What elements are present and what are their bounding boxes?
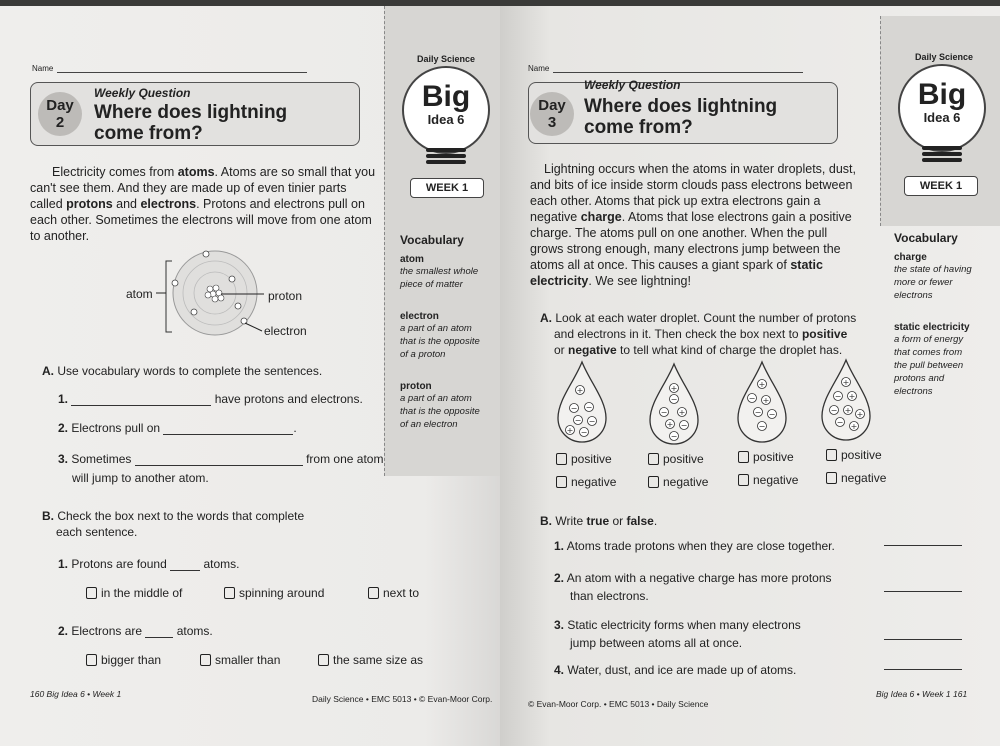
proton-label: proton xyxy=(268,289,303,303)
b2-option[interactable]: bigger than xyxy=(86,653,161,667)
daily-science-label: Daily Science xyxy=(416,54,476,64)
vocab-word: electron xyxy=(400,311,439,322)
checkbox[interactable] xyxy=(826,472,837,484)
vocab-entry: atom the smallest whole piece of matter xyxy=(400,254,490,291)
section-a-instructions: A. Use vocabulary words to complete the sentences. xyxy=(42,364,323,378)
intro-paragraph: Electricity comes from atoms. Atoms are so small that you can't see them. And they are made up of even tinier parts called protons and electrons. Protons and electrons pull on each other. Sometimes the electrons will move from one atom to another. xyxy=(30,165,376,243)
electron-label: electron xyxy=(264,324,307,338)
b2-option[interactable]: the same size as xyxy=(318,653,423,667)
svg-text:−: − xyxy=(588,417,596,426)
water-droplet-2 xyxy=(648,362,700,446)
title-line: Where does lightning xyxy=(94,102,288,123)
footer-left: © Evan-Moor Corp. • EMC 5013 • Daily Science xyxy=(528,699,709,709)
day-number: 2 xyxy=(55,114,65,131)
water-droplet-3 xyxy=(736,360,788,444)
svg-text:+: + xyxy=(844,406,852,415)
big-idea-bulb xyxy=(898,64,986,152)
page-title xyxy=(94,102,287,144)
section-b-instructions: B. Check the box next to the words that complete xyxy=(42,509,305,523)
svg-text:−: − xyxy=(754,408,762,417)
checkbox[interactable] xyxy=(556,453,567,465)
svg-text:+: + xyxy=(576,386,584,395)
left-page xyxy=(0,6,500,746)
vocabulary-title: Vocabulary xyxy=(894,231,958,245)
footer-right: Big Idea 6 • Week 1 161 xyxy=(876,689,968,699)
svg-text:−: − xyxy=(670,432,678,441)
right-page xyxy=(500,6,1000,746)
checkbox[interactable] xyxy=(648,476,659,488)
big-label: Big xyxy=(421,80,471,113)
atom-label: atom xyxy=(126,287,153,301)
answer-blank[interactable] xyxy=(71,405,211,406)
svg-text:−: − xyxy=(834,392,842,401)
vocab-entry: proton a part of an atom that is the opposite of an electron xyxy=(400,381,490,431)
title-line: come from? xyxy=(584,117,693,138)
vocab-entry: electron a part of an atom that is the opposite of a proton xyxy=(400,311,490,361)
checkbox[interactable] xyxy=(86,654,97,666)
idea-label: Idea 6 xyxy=(427,112,465,127)
title-line: Where does lightning xyxy=(584,96,778,117)
svg-text:+: + xyxy=(762,396,770,405)
name-label: Name xyxy=(32,64,54,73)
intro-paragraph: Lightning occurs when the atoms in water droplets, dust, and bits of ice inside storm clouds pass electrons between each other. Atoms that pick up extra electrons gain a negative charge. Atoms that lose electrons gain a positive charge. The atoms pull on one another. When the pull grows strong enough, many electrons jump between the atoms all at once. This causes a giant spark of static electricity. We see lightning! xyxy=(530,162,856,288)
svg-text:−: − xyxy=(758,422,766,431)
name-line xyxy=(32,64,307,73)
name-line xyxy=(528,64,803,73)
checkbox[interactable] xyxy=(556,476,567,488)
svg-text:+: + xyxy=(850,422,858,431)
section-b-instructions-cont: each sentence. xyxy=(56,525,138,539)
week-badge: WEEK 1 xyxy=(410,178,484,198)
question-b2: 2. Electrons are atoms. xyxy=(58,624,213,638)
checkbox[interactable] xyxy=(738,451,749,463)
tf-question-4: 4. Water, dust, and ice are made up of atoms. xyxy=(554,663,797,677)
bulb-base-icon xyxy=(426,146,466,166)
svg-text:+: + xyxy=(842,378,850,387)
answer-blank[interactable] xyxy=(884,536,962,546)
bulb-base-icon xyxy=(922,144,962,164)
svg-text:−: − xyxy=(748,394,756,403)
svg-text:−: − xyxy=(574,416,582,425)
droplet3-positive[interactable]: positive xyxy=(738,450,794,464)
vocab-entry: charge the state of having more or fewer electrons xyxy=(894,252,994,302)
name-blank[interactable] xyxy=(57,65,307,73)
week-badge: WEEK 1 xyxy=(904,176,978,196)
svg-text:+: + xyxy=(758,380,766,389)
vocab-word: proton xyxy=(400,381,432,392)
name-label: Name xyxy=(528,64,550,73)
checkbox[interactable] xyxy=(738,474,749,486)
tf-question-2: 2. An atom with a negative charge has more protons than electrons. xyxy=(554,571,832,603)
question-a1: 1. have protons and electrons. xyxy=(58,392,363,406)
section-b-instructions: B. Write true or false. xyxy=(540,514,658,528)
b1-option[interactable]: spinning around xyxy=(224,586,324,600)
svg-text:−: − xyxy=(585,403,593,412)
big-idea-bulb xyxy=(402,66,490,154)
droplet2-positive[interactable]: positive xyxy=(648,452,704,466)
answer-blank[interactable] xyxy=(884,630,962,640)
svg-text:−: − xyxy=(836,418,844,427)
droplet4-negative[interactable]: negative xyxy=(826,471,886,485)
droplet1-negative[interactable]: negative xyxy=(556,475,616,489)
answer-blank[interactable] xyxy=(163,434,293,435)
weekly-question-label: Weekly Question xyxy=(584,78,681,92)
tf-question-1: 1. Atoms trade protons when they are close together. xyxy=(554,539,835,553)
checkbox[interactable] xyxy=(86,587,97,599)
day-word: Day xyxy=(538,97,566,114)
water-droplet-4 xyxy=(820,358,872,442)
vocab-word: static electricity xyxy=(894,322,970,333)
question-b1: 1. Protons are found atoms. xyxy=(58,557,240,571)
footer-right: Daily Science • EMC 5013 • © Evan-Moor Corp. xyxy=(312,694,493,704)
droplet2-negative[interactable]: negative xyxy=(648,475,708,489)
name-blank[interactable] xyxy=(553,65,803,73)
day-word: Day xyxy=(46,97,74,114)
svg-text:−: − xyxy=(680,421,688,430)
checkbox[interactable] xyxy=(368,587,379,599)
section-a-instructions: A. Look at each water droplet. Count the number of protons and electrons in it. Then check the box next to positive or negative to tell what kind of charge the droplet has. xyxy=(540,311,857,357)
svg-text:−: − xyxy=(670,395,678,404)
vocab-word: charge xyxy=(894,252,927,263)
title-line: come from? xyxy=(94,123,203,144)
checkbox[interactable] xyxy=(224,587,235,599)
footer-left: 160 Big Idea 6 • Week 1 xyxy=(30,689,122,699)
svg-text:+: + xyxy=(678,408,686,417)
svg-text:−: − xyxy=(580,428,588,437)
checkbox[interactable] xyxy=(318,654,329,666)
vocabulary-title: Vocabulary xyxy=(400,233,464,247)
question-a3-cont: will jump to another atom. xyxy=(72,471,209,485)
daily-science-label: Daily Science xyxy=(914,52,974,62)
svg-text:−: − xyxy=(660,408,668,417)
svg-text:−: − xyxy=(570,404,578,413)
answer-blank[interactable] xyxy=(884,660,962,670)
svg-text:−: − xyxy=(768,410,776,419)
checkbox[interactable] xyxy=(826,449,837,461)
b1-option[interactable]: next to xyxy=(368,586,419,600)
big-label: Big xyxy=(917,78,967,111)
b2-option[interactable]: smaller than xyxy=(200,653,280,667)
droplet4-positive[interactable]: positive xyxy=(826,448,882,462)
svg-text:+: + xyxy=(666,420,674,429)
svg-text:+: + xyxy=(856,410,864,419)
answer-blank[interactable] xyxy=(135,465,303,466)
idea-label: Idea 6 xyxy=(923,110,961,125)
droplet3-negative[interactable]: negative xyxy=(738,473,798,487)
page-title xyxy=(584,96,777,138)
question-a2: 2. Electrons pull on . xyxy=(58,421,297,435)
vocab-entry: static electricity a form of energy that comes from the pull between protons and electrons xyxy=(894,322,994,398)
checkbox[interactable] xyxy=(200,654,211,666)
answer-blank[interactable] xyxy=(884,582,962,592)
svg-text:+: + xyxy=(848,392,856,401)
droplet1-positive[interactable]: positive xyxy=(556,452,612,466)
day-badge xyxy=(530,92,574,136)
day-number: 3 xyxy=(547,114,557,131)
water-droplet-1 xyxy=(556,360,608,444)
vocab-word: atom xyxy=(400,254,424,265)
weekly-question-label: Weekly Question xyxy=(94,86,191,100)
checkbox[interactable] xyxy=(648,453,659,465)
svg-text:+: + xyxy=(670,384,678,393)
svg-text:−: − xyxy=(830,406,838,415)
day-badge xyxy=(38,92,82,136)
question-a3: 3. Sometimes from one atom xyxy=(58,452,384,466)
svg-text:+: + xyxy=(566,426,574,435)
b1-option[interactable]: in the middle of xyxy=(86,586,182,600)
tf-question-3: 3. Static electricity forms when many electrons jump between atoms all at once. xyxy=(554,618,801,650)
